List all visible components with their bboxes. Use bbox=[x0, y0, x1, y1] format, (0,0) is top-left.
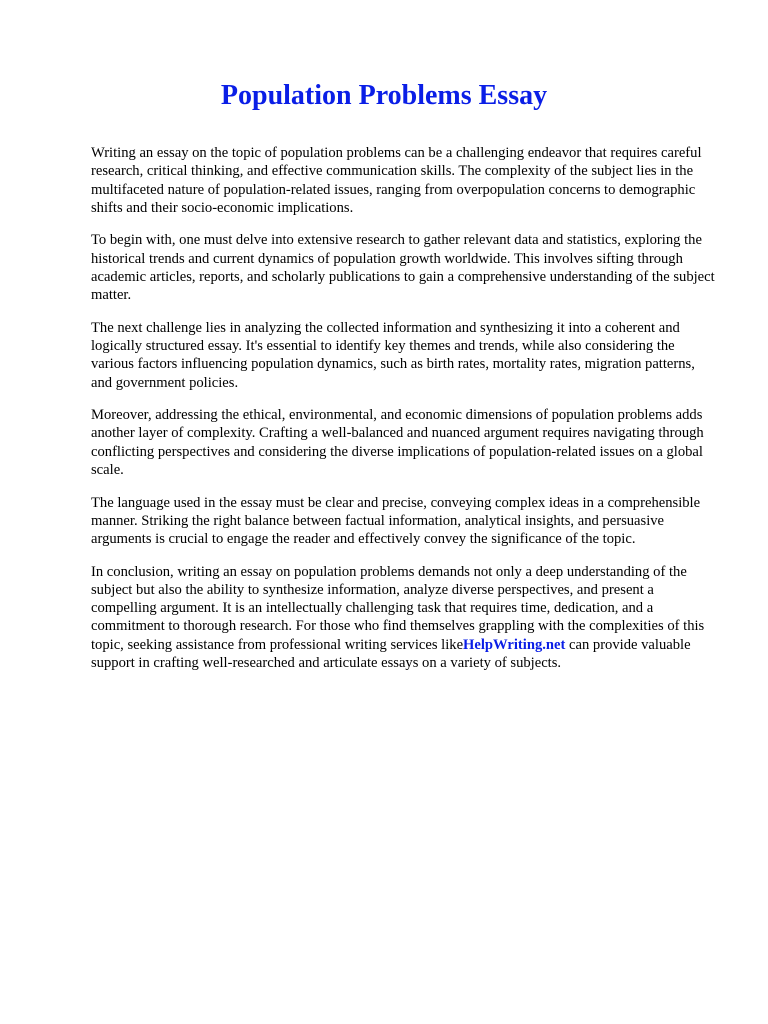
document-title: Population Problems Essay bbox=[220, 80, 548, 111]
paragraph-analysis: The next challenge lies in analyzing the collected information and synthesizing it into a coherent and logically structured essay. It's essential to identify key themes and trends, while also considering the various factors influencing population dynamics, such as birth rates, mortality rates, migration patterns, and government policies. bbox=[91, 319, 695, 391]
helpwriting-link[interactable]: HelpWriting.net bbox=[463, 636, 566, 653]
paragraph-conclusion bbox=[91, 563, 717, 673]
paragraph-language: The language used in the essay must be clear and precise, conveying complex ideas in a comprehensible manner. Striking the right balance between factual information, analytical insights, and persuasive arguments is crucial to engage the reader and effectively convey the significance of the topic. bbox=[91, 494, 701, 548]
paragraph-intro: Writing an essay on the topic of population problems can be a challenging endeavor that requires careful research, critical thinking, and effective communication skills. The complexity of the subject lies in the multifaceted nature of population-related issues, ranging from overpopulation concerns to demographic shifts and their socio-economic implications. bbox=[91, 145, 702, 216]
conclusion-tail-text: can provide valuable support in crafting well-researched and articulate essays on a variety of subjects. bbox=[91, 636, 691, 672]
paragraph-research: To begin with, one must delve into extensive research to gather relevant data and statistics, exploring the historical trends and current dynamics of population growth worldwide. This involves sifting through academic articles, reports, and scholarly publications to gain a comprehensive understanding of the subject matter. bbox=[91, 232, 715, 304]
document-body bbox=[91, 144, 717, 687]
paragraph-dimensions: Moreover, addressing the ethical, environmental, and economic dimensions of population problems adds another layer of complexity. Crafting a well-balanced and nuanced argument requires navigating through conflicting perspectives and considering the diverse implications of population-related issues on a global scale. bbox=[91, 407, 704, 479]
conclusion-text: In conclusion, writing an essay on population problems demands not only a deep understanding of the subject but also the ability to synthesize information, analyze diverse perspectives, and present a compelling argument. It is an intellectually challenging task that requires time, dedication, and a commitment to thorough research. For those who find themselves grappling with the complexities of this topic, seeking assistance from professional writing services like bbox=[91, 563, 705, 653]
